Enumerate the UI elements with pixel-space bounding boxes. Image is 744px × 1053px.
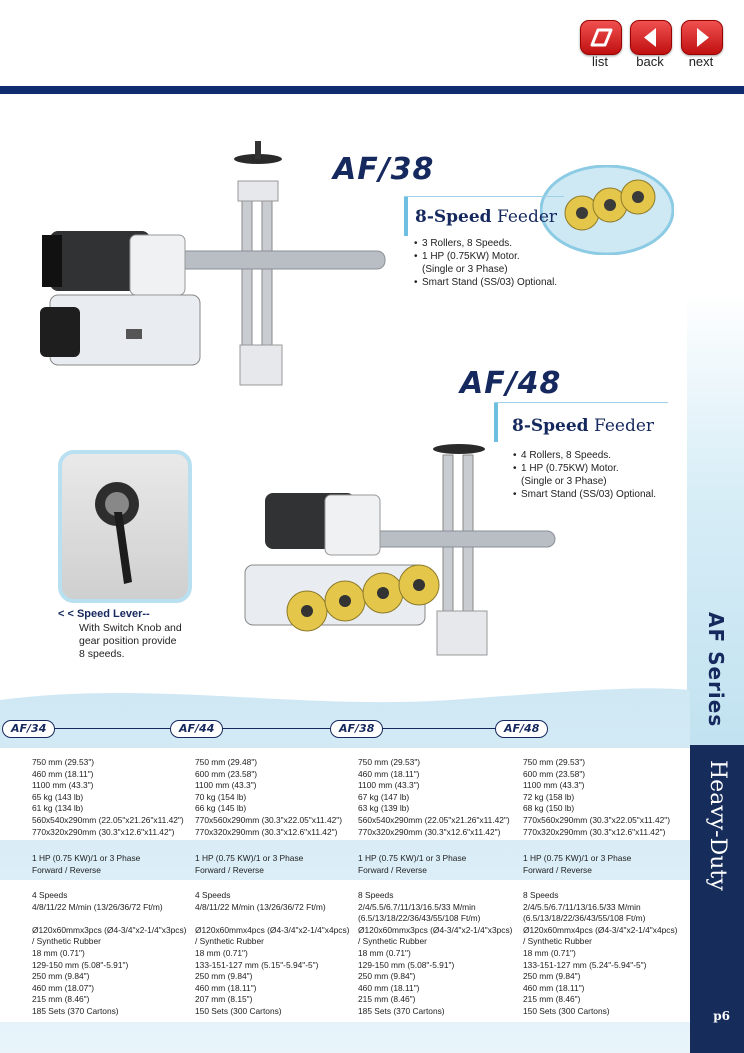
spec-value: / Synthetic Rubber xyxy=(358,936,427,947)
model-tag-af34: AF/34 xyxy=(2,720,55,738)
af38-feeder-title xyxy=(415,207,557,227)
spec-value: 2/4/5.5/6.7/11/13/16.5/33 M/min xyxy=(358,901,476,912)
spec-group-feed xyxy=(358,890,512,1018)
spec-value: 207 mm (8.15") xyxy=(195,994,253,1005)
spec-value: 133-151-127 mm (5.15"-5.94"-5") xyxy=(195,959,319,970)
next-arrow-icon xyxy=(682,21,722,54)
spec-value: 770x320x290mm (30.3"x12.6"x11.42") xyxy=(32,826,175,837)
spec-value: 560x540x290mm (22.05"x21.26"x11.42") xyxy=(358,814,510,825)
spec-value: 65 kg (143 lb) xyxy=(32,791,84,802)
model-tag-af38: AF/38 xyxy=(330,720,383,738)
speed-lever-title: < < Speed Lever-- xyxy=(58,608,150,620)
spec-value: 150 Sets (300 Cartons) xyxy=(523,1005,610,1016)
category-label: Heavy-Duty xyxy=(705,760,730,891)
spec-value: Forward / Reverse xyxy=(358,864,427,875)
spec-value: Ø120x60mmx3pcs (Ø4-3/4"x2-1/4"x3pcs) xyxy=(358,924,513,935)
speed-lever-line: gear position provide xyxy=(79,635,177,647)
tag-connector xyxy=(40,728,178,729)
spec-value: Forward / Reverse xyxy=(32,864,101,875)
spec-value: 215 mm (8.46") xyxy=(32,994,90,1005)
spec-value: 4/8/11/22 M/min (13/26/36/72 Ft/m) xyxy=(195,901,326,912)
spec-value: 1100 mm (43.3") xyxy=(195,780,257,791)
spec-value: Ø120x60mmx3pcs (Ø4-3/4"x2-1/4"x3pcs) xyxy=(32,924,187,935)
list-label[interactable]: list xyxy=(592,54,608,69)
spec-value: 63 kg (139 lb) xyxy=(358,803,410,814)
spec-group-motor xyxy=(358,853,466,876)
spec-value: 750 mm (29.53") xyxy=(358,757,421,767)
spec-value: 1100 mm (43.3") xyxy=(32,780,94,791)
spec-value: 70 kg (154 lb) xyxy=(195,791,247,802)
list-item: • 1 HP (0.75KW) Motor. xyxy=(414,250,557,263)
spec-value: 250 mm (9.84") xyxy=(32,971,90,982)
spec-value: 250 mm (9.84") xyxy=(523,971,581,982)
af38-speed-text: 8-Speed xyxy=(415,207,492,227)
spec-value: 770x320x290mm (30.3"x12.6"x11.42") xyxy=(195,826,338,837)
af38-rule xyxy=(404,196,564,197)
spec-value: 770x560x290mm (30.3"x22.05"x11.42") xyxy=(523,814,671,825)
spec-value: 68 kg (150 lb) xyxy=(523,803,575,814)
spec-value: 1 HP (0.75 KW)/1 or 3 Phase xyxy=(523,853,632,863)
spec-value: 750 mm (29.53") xyxy=(32,757,95,767)
spec-value: 460 mm (18.11") xyxy=(32,768,94,779)
spec-value: 560x540x290mm (22.05"x21.26"x11.42") xyxy=(32,814,184,825)
spec-value: 8 Speeds xyxy=(358,890,394,900)
page-number: p6 xyxy=(713,1009,730,1023)
spec-value: / Synthetic Rubber xyxy=(523,936,592,947)
spec-value: 133-151-127 mm (5.24"-5.94"-5") xyxy=(523,959,647,970)
spec-group-feed xyxy=(195,890,349,1018)
list-item: • 3 Rollers, 8 Speeds. xyxy=(414,237,557,250)
spec-value: Forward / Reverse xyxy=(523,864,592,875)
spec-group-dims xyxy=(195,757,342,838)
spec-value: 67 kg (147 lb) xyxy=(358,791,410,802)
list-icon xyxy=(581,21,621,54)
af48-model-title: AF/48 xyxy=(460,366,562,401)
spec-value: 215 mm (8.46") xyxy=(523,994,581,1005)
spec-group-dims xyxy=(523,757,670,838)
speed-lever-line: 8 speeds. xyxy=(79,648,125,660)
af38-model-title: AF/38 xyxy=(333,152,435,187)
list-item: • Smart Stand (SS/03) Optional. xyxy=(414,276,557,289)
header-bar xyxy=(0,86,744,94)
af38-feeder-text: Feeder xyxy=(491,207,558,227)
spec-value: 4/8/11/22 M/min (13/26/36/72 Ft/m) xyxy=(32,901,163,912)
tag-connector xyxy=(375,728,503,729)
spec-group-feed xyxy=(523,890,677,1018)
spec-value: 460 mm (18.11") xyxy=(358,982,420,993)
spec-value: 18 mm (0.71") xyxy=(195,947,248,958)
spec-value: 460 mm (18.11") xyxy=(195,982,257,993)
spec-group-feed xyxy=(32,890,186,1018)
spec-value: 770x560x290mm (30.3"x22.05"x11.42") xyxy=(195,814,343,825)
spec-value: Forward / Reverse xyxy=(195,864,264,875)
spec-value: 8 Speeds xyxy=(523,890,559,900)
spec-value: 72 kg (158 lb) xyxy=(523,791,575,802)
spec-value: (6.5/13/18/22/36/43/55/108 Ft/m) xyxy=(523,913,646,924)
spec-value xyxy=(195,913,349,925)
af48-rule xyxy=(494,402,668,403)
af48-feeder-text: Feeder xyxy=(588,416,655,436)
speed-lever-desc xyxy=(79,622,182,661)
spec-group-motor xyxy=(195,853,303,876)
spec-value: 750 mm (29.48") xyxy=(195,757,258,767)
list-item: (Single or 3 Phase) xyxy=(422,264,508,275)
spec-value: 61 kg (134 lb) xyxy=(32,803,84,814)
spec-value: 1 HP (0.75 KW)/1 or 3 Phase xyxy=(358,853,467,863)
list-item: • 4 Rollers, 8 Speeds. xyxy=(513,449,656,462)
spec-value: 750 mm (29.53") xyxy=(523,757,586,767)
spec-value: 185 Sets (370 Cartons) xyxy=(32,1005,119,1016)
list-item: • Smart Stand (SS/03) Optional. xyxy=(513,488,656,501)
spec-value: 460 mm (18.07") xyxy=(32,982,95,993)
spec-value: 250 mm (9.84") xyxy=(358,971,416,982)
spec-value: 1100 mm (43.3") xyxy=(358,780,420,791)
speed-lever-image xyxy=(58,450,192,603)
spec-value: 185 Sets (370 Cartons) xyxy=(358,1005,445,1016)
spec-value: / Synthetic Rubber xyxy=(195,936,264,947)
spec-value: 770x320x290mm (30.3"x12.6"x11.42") xyxy=(523,826,666,837)
model-tag-af48: AF/48 xyxy=(495,720,548,738)
spec-group-motor xyxy=(32,853,140,876)
spec-value: Ø120x60mmx4pcs (Ø4-3/4"x2-1/4"x4pcs) xyxy=(523,924,678,935)
spec-value: / Synthetic Rubber xyxy=(32,936,101,947)
spec-value: 1 HP (0.75 KW)/1 or 3 Phase xyxy=(32,853,141,863)
spec-value: 600 mm (23.58") xyxy=(523,768,586,779)
back-arrow-icon xyxy=(631,21,671,54)
spec-value: 129-150 mm (5.08"-5.91") xyxy=(358,959,455,970)
spec-value: 66 kg (145 lb) xyxy=(195,803,247,814)
spec-value: 4 Speeds xyxy=(32,890,68,900)
model-tag-af44: AF/44 xyxy=(170,720,223,738)
spec-group-motor xyxy=(523,853,631,876)
spec-value: 600 mm (23.58") xyxy=(195,768,258,779)
spec-value: 770x320x290mm (30.3"x12.6"x11.42") xyxy=(358,826,501,837)
spec-value: 460 mm (18.11") xyxy=(358,768,420,779)
list-button[interactable] xyxy=(580,20,622,55)
spec-value: 18 mm (0.71") xyxy=(32,947,85,958)
spec-value: 1100 mm (43.3") xyxy=(523,780,585,791)
spec-value: 1 HP (0.75 KW)/1 or 3 Phase xyxy=(195,853,304,863)
back-button[interactable] xyxy=(630,20,672,55)
spec-value: 4 Speeds xyxy=(195,890,231,900)
spec-value: 215 mm (8.46") xyxy=(358,994,416,1005)
spec-value: 18 mm (0.71") xyxy=(358,947,411,958)
spec-group-dims xyxy=(358,757,510,838)
back-label[interactable]: back xyxy=(636,54,664,69)
spec-value: 460 mm (18.11") xyxy=(523,982,585,993)
spec-value xyxy=(32,913,186,925)
spec-value: 250 mm (9.84") xyxy=(195,971,253,982)
series-label: AF Series xyxy=(704,612,728,728)
spec-value: 129-150 mm (5.08"-5.91") xyxy=(32,959,129,970)
next-button[interactable] xyxy=(681,20,723,55)
af38-rollers-image xyxy=(540,165,674,255)
list-item: • 1 HP (0.75KW) Motor. xyxy=(513,462,656,475)
next-label[interactable]: next xyxy=(688,54,714,69)
af38-feature-list xyxy=(414,237,557,289)
spec-group-dims xyxy=(32,757,184,838)
spec-value: (6.5/13/18/22/36/43/55/108 Ft/m) xyxy=(358,913,481,924)
af38-accent-bar xyxy=(404,196,408,236)
spec-value: 150 Sets (300 Cartons) xyxy=(195,1005,282,1016)
spec-value: 18 mm (0.71") xyxy=(523,947,576,958)
af48-machine-image xyxy=(225,415,565,670)
tag-connector xyxy=(210,728,336,729)
spec-value: 2/4/5.5/6.7/11/13/16.5/33 M/min xyxy=(523,901,641,912)
spec-value: Ø120x60mmx4pcs (Ø4-3/4"x2-1/4"x4pcs) xyxy=(195,924,350,935)
speed-lever-icon xyxy=(62,454,188,599)
speed-lever-line: With Switch Knob and xyxy=(79,622,182,634)
list-item: (Single or 3 Phase) xyxy=(521,476,607,487)
af48-speed-text: 8-Speed xyxy=(512,416,589,436)
